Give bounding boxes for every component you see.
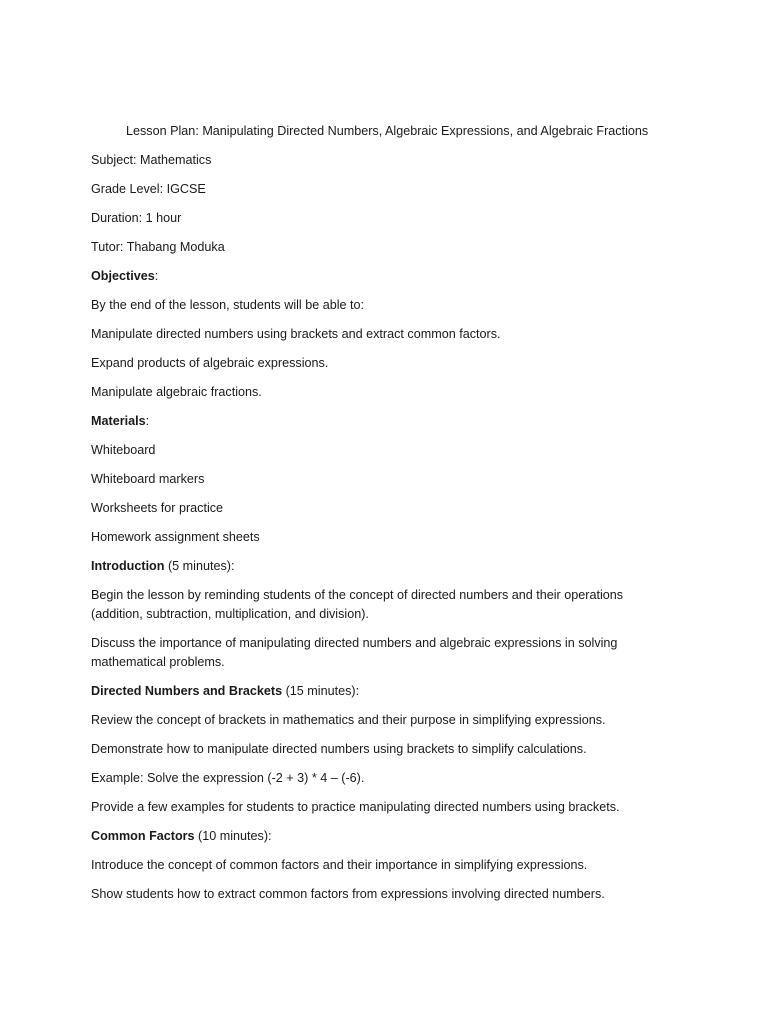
introduction-paragraph: Begin the lesson by reminding students of the concept of directed numbers and their operations (addition, subtraction, multiplication, and division). xyxy=(91,588,624,621)
common-factors-heading xyxy=(91,827,651,846)
directed-numbers-heading-label: Directed Numbers and Brackets xyxy=(91,684,283,698)
grade-level-line: Grade Level: IGCSE xyxy=(91,182,206,196)
materials-heading-label: Materials xyxy=(91,414,146,428)
material-item: Whiteboard xyxy=(91,443,156,457)
objective-item: Expand products of algebraic expressions. xyxy=(91,356,329,370)
directed-numbers-heading xyxy=(91,682,651,701)
subject-line: Subject: Mathematics xyxy=(91,153,212,167)
directed-numbers-heading-suffix: (15 minutes): xyxy=(282,684,360,698)
objectives-heading xyxy=(91,267,651,286)
common-factors-paragraph: Show students how to extract common factors from expressions involving directed numbers. xyxy=(91,887,605,901)
material-item: Worksheets for practice xyxy=(91,501,224,515)
directed-numbers-paragraph: Provide a few examples for students to practice manipulating directed numbers using brackets. xyxy=(91,800,620,814)
objective-item: Manipulate algebraic fractions. xyxy=(91,385,262,399)
introduction-heading-label: Introduction xyxy=(91,559,165,573)
material-item: Whiteboard markers xyxy=(91,472,205,486)
introduction-paragraph: Discuss the importance of manipulating directed numbers and algebraic expressions in solving mathematical problems. xyxy=(91,636,618,669)
common-factors-paragraph: Introduce the concept of common factors and their importance in simplifying expressions. xyxy=(91,858,588,872)
directed-numbers-example: Example: Solve the expression (-2 + 3) * 4 – (-6). xyxy=(91,771,365,785)
tutor-line: Tutor: Thabang Moduka xyxy=(91,240,225,254)
material-item: Homework assignment sheets xyxy=(91,530,260,544)
introduction-heading-suffix: (5 minutes): xyxy=(164,559,235,573)
directed-numbers-paragraph: Demonstrate how to manipulate directed numbers using brackets to simplify calculations. xyxy=(91,742,587,756)
duration-line: Duration: 1 hour xyxy=(91,211,182,225)
materials-heading xyxy=(91,412,651,431)
objectives-intro: By the end of the lesson, students will be able to: xyxy=(91,298,365,312)
common-factors-heading-suffix: (10 minutes): xyxy=(194,829,272,843)
introduction-heading xyxy=(91,557,651,576)
document-body xyxy=(91,122,651,914)
objective-item: Manipulate directed numbers using brackets and extract common factors. xyxy=(91,327,501,341)
objectives-heading-label: Objectives xyxy=(91,269,155,283)
directed-numbers-paragraph: Review the concept of brackets in mathematics and their purpose in simplifying expressions. xyxy=(91,713,606,727)
common-factors-heading-label: Common Factors xyxy=(91,829,195,843)
document-title: Lesson Plan: Manipulating Directed Numbers, Algebraic Expressions, and Algebraic Fractions xyxy=(126,124,649,138)
objectives-heading-suffix: : xyxy=(154,269,159,283)
materials-heading-suffix: : xyxy=(145,414,150,428)
